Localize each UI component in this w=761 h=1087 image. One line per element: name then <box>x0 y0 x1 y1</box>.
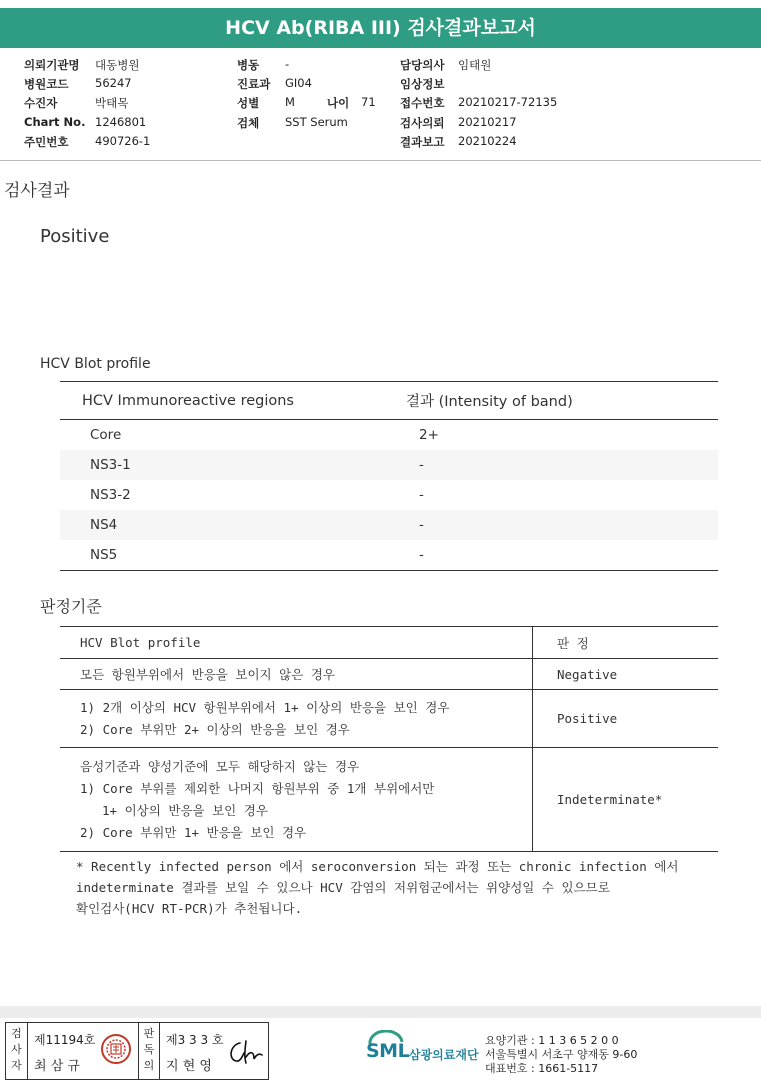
confirm-label <box>138 1023 160 1079</box>
code-value: 56247 <box>95 76 132 90</box>
region-cell: NS4 <box>60 510 405 540</box>
value-cell: - <box>405 510 718 540</box>
criteria-title: 판정기준 <box>40 597 102 616</box>
requested-label: 검사의뢰 <box>400 116 445 130</box>
id-label: 주민번호 <box>24 135 69 149</box>
footer-line-2: 서울특별시 서초구 양재동 9-60 <box>485 1048 638 1061</box>
checker-name: 최 삼 규 <box>34 1059 80 1074</box>
criteria-head-profile: HCV Blot profile <box>60 627 533 659</box>
reported-label: 결과보고 <box>400 135 445 149</box>
negative-judgement: Negative <box>533 659 719 690</box>
blot-title: HCV Blot profile <box>40 356 151 372</box>
org-name: 삼광의료재단 <box>409 1048 479 1062</box>
signature-box <box>5 1022 269 1080</box>
dept-label: 진료과 <box>237 77 271 91</box>
criteria-table <box>60 626 718 852</box>
sex-label: 성별 <box>237 96 260 110</box>
result-value: Positive <box>40 226 110 247</box>
report-title: HCV Ab(RIBA III) 검사결과보고서 <box>0 8 761 48</box>
divider <box>0 160 761 161</box>
sml-logo-text: SML <box>366 1040 410 1062</box>
indet-desc-0: 음성기준과 양성기준에 모두 해당하지 않는 경우 <box>80 758 360 774</box>
table-row <box>60 450 718 480</box>
blot-col-result: 결과 (Intensity of band) <box>405 382 718 420</box>
table-row <box>60 540 718 571</box>
table-row <box>60 480 718 510</box>
section-title: 검사결과 <box>4 181 70 201</box>
table-row <box>60 690 718 748</box>
age-value: 71 <box>361 95 376 109</box>
hospital-value: 대동병원 <box>95 58 140 72</box>
doctor-label: 담당의사 <box>400 58 445 72</box>
clinical-label: 임상정보 <box>400 77 445 91</box>
hospital-label: 의뢰기관명 <box>24 58 80 72</box>
chart-label: Chart No. <box>24 115 86 129</box>
indeterminate-judgement: Indeterminate* <box>533 748 719 852</box>
table-row <box>60 420 718 451</box>
name-label: 수진자 <box>24 96 58 110</box>
requested-value: 20210217 <box>458 115 517 129</box>
indet-desc-1b: 1+ 이상의 반응을 보인 경우 <box>102 802 268 818</box>
negative-desc: 모든 항원부위에서 반응을 보이지 않은 경우 <box>60 659 533 690</box>
code-label: 병원코드 <box>24 77 69 91</box>
value-cell: - <box>405 450 718 480</box>
value-cell: - <box>419 487 424 503</box>
table-row <box>60 510 718 540</box>
indeterminate-desc <box>60 748 533 852</box>
criteria-head-judgement: 판 정 <box>533 627 719 659</box>
indet-desc-2: 2) Core 부위만 1+ 반응을 보인 경우 <box>80 824 307 840</box>
checker-no: 제11194호 <box>34 1033 96 1047</box>
sex-value: M <box>285 95 295 109</box>
table-row <box>60 659 718 690</box>
ward-value: - <box>285 57 290 71</box>
checker-label-text: 검사자 <box>11 1027 22 1072</box>
positive-desc <box>60 690 533 748</box>
accession-value: 20210217-72135 <box>458 95 558 109</box>
specimen-value: SST Serum <box>285 115 348 129</box>
id-value: 490726-1 <box>95 134 151 148</box>
blot-col-regions: HCV Immunoreactive regions <box>60 382 405 420</box>
region-cell: NS3-2 <box>90 487 131 503</box>
footnote <box>76 856 736 919</box>
accession-label: 접수번호 <box>400 96 445 110</box>
footnote-line-2: indeterminate 결과를 보일 수 있으나 HCV 감염의 저위험군에서는 위양성일 수 있으므로 <box>76 880 610 895</box>
doctor-value: 임태원 <box>458 58 492 72</box>
table-row <box>60 748 718 852</box>
footer-line-3: 대표번호 : 1661-5117 <box>485 1062 599 1075</box>
region-cell: NS3-1 <box>60 450 405 480</box>
footer-divider <box>0 1006 761 1018</box>
chart-value: 1246801 <box>95 115 147 129</box>
confirm-name: 지 현 영 <box>166 1059 212 1074</box>
checker-label <box>6 1023 28 1079</box>
positive-judgement: Positive <box>533 690 719 748</box>
region-cell: Core <box>90 427 122 443</box>
ward-label: 병동 <box>237 58 260 72</box>
indet-desc-1a: 1) Core 부위를 제외한 나머지 항원부위 중 1개 부위에서만 <box>80 780 435 796</box>
confirm-no: 제3 3 3 호 <box>166 1033 224 1047</box>
checker-seal-icon <box>100 1033 132 1065</box>
footer-line-1: 요양기관 : 1 1 3 6 5 2 0 0 <box>485 1034 619 1047</box>
signature-icon <box>226 1037 264 1067</box>
name-value: 박태목 <box>95 96 129 110</box>
reported-value: 20210224 <box>458 134 517 148</box>
positive-desc-1: 1) 2개 이상의 HCV 항원부위에서 1+ 이상의 반응을 보인 경우 <box>80 699 450 715</box>
age-label: 나이 <box>327 96 350 110</box>
specimen-label: 검체 <box>237 116 260 130</box>
confirm-label-text: 판독의 <box>143 1027 155 1072</box>
blot-table <box>60 381 718 571</box>
value-cell: 2+ <box>419 427 439 443</box>
positive-desc-2: 2) Core 부위만 2+ 이상의 반응을 보인 경우 <box>80 721 350 737</box>
footnote-line-1: * Recently infected person 에서 seroconversion 되는 과정 또는 chronic infection 에서 <box>76 859 679 874</box>
table-row <box>60 627 718 659</box>
footnote-line-3: 확인검사(HCV RT-PCR)가 추천됩니다. <box>76 901 303 916</box>
value-cell: - <box>405 540 718 571</box>
dept-value: GI04 <box>285 76 312 90</box>
region-cell: NS5 <box>60 540 405 571</box>
